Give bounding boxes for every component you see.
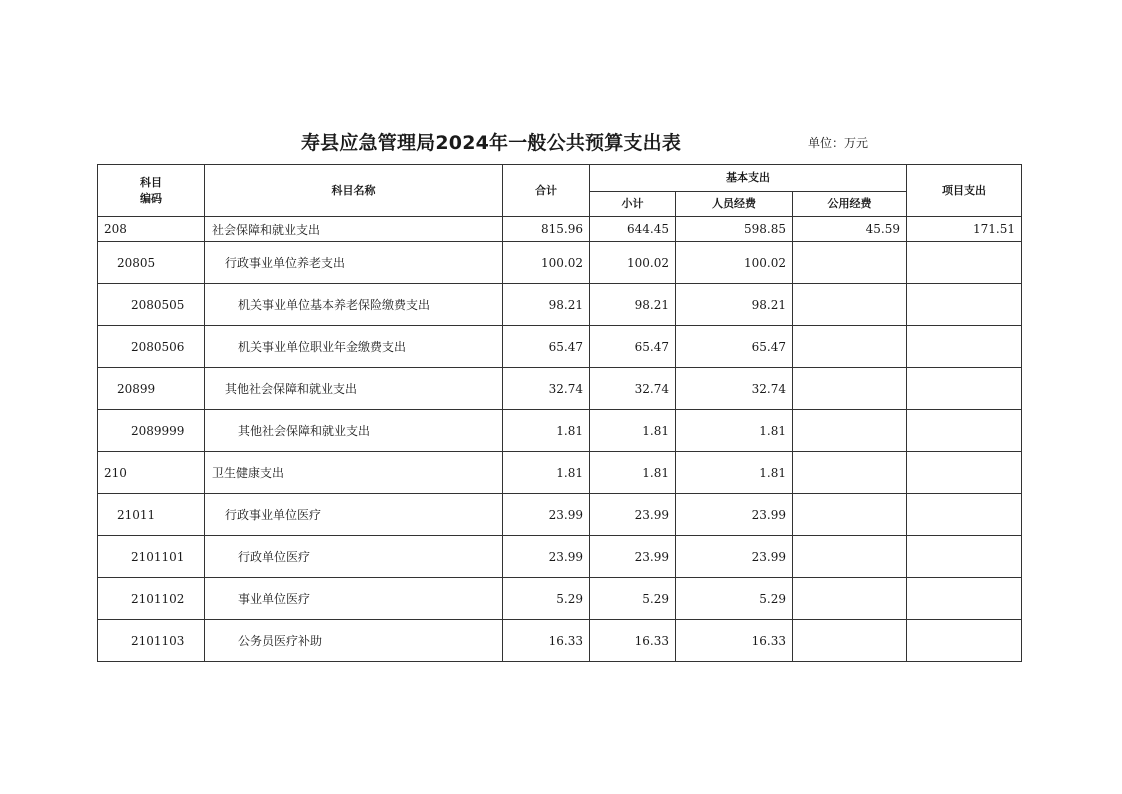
table-row — [98, 368, 1022, 410]
row-personnel: 32.74 — [676, 368, 793, 410]
row-code: 2101102 — [98, 578, 205, 620]
row-total: 32.74 — [503, 368, 590, 410]
header-public: 公用经费 — [793, 192, 907, 217]
budget-table — [97, 164, 1022, 662]
row-personnel: 598.85 — [676, 217, 793, 242]
row-subtotal: 644.45 — [590, 217, 676, 242]
row-total: 23.99 — [503, 494, 590, 536]
row-public — [793, 620, 907, 662]
row-total: 100.02 — [503, 242, 590, 284]
row-code: 20899 — [98, 368, 205, 410]
page-title: 寿县应急管理局2024年一般公共预算支出表 — [300, 132, 682, 154]
row-subtotal: 98.21 — [590, 284, 676, 326]
header-code — [98, 165, 205, 217]
row-total: 23.99 — [503, 536, 590, 578]
row-project — [907, 494, 1022, 536]
header-code-line2: 编码 — [140, 191, 162, 205]
row-personnel: 1.81 — [676, 452, 793, 494]
row-total: 1.81 — [503, 410, 590, 452]
row-project — [907, 620, 1022, 662]
row-code: 210 — [98, 452, 205, 494]
row-total: 815.96 — [503, 217, 590, 242]
table-row — [98, 452, 1022, 494]
row-personnel: 65.47 — [676, 326, 793, 368]
row-public — [793, 242, 907, 284]
row-public — [793, 452, 907, 494]
row-project — [907, 284, 1022, 326]
row-public — [793, 494, 907, 536]
header-name: 科目名称 — [205, 165, 503, 217]
row-subtotal: 23.99 — [590, 536, 676, 578]
row-personnel: 100.02 — [676, 242, 793, 284]
header-subtotal: 小计 — [590, 192, 676, 217]
header-basic: 基本支出 — [590, 165, 907, 192]
row-name: 机关事业单位职业年金缴费支出 — [205, 326, 503, 368]
row-subtotal: 32.74 — [590, 368, 676, 410]
unit-label: 单位：万元 — [808, 136, 869, 150]
row-public — [793, 410, 907, 452]
row-personnel: 23.99 — [676, 536, 793, 578]
row-project — [907, 242, 1022, 284]
table-row — [98, 620, 1022, 662]
row-subtotal: 1.81 — [590, 410, 676, 452]
row-name: 行政事业单位养老支出 — [205, 242, 503, 284]
row-public — [793, 326, 907, 368]
row-subtotal: 65.47 — [590, 326, 676, 368]
table-row — [98, 217, 1022, 242]
row-public — [793, 368, 907, 410]
row-code: 21011 — [98, 494, 205, 536]
row-project — [907, 326, 1022, 368]
row-code: 2089999 — [98, 410, 205, 452]
row-total: 98.21 — [503, 284, 590, 326]
row-personnel: 1.81 — [676, 410, 793, 452]
row-project — [907, 452, 1022, 494]
header-project: 项目支出 — [907, 165, 1022, 217]
table-row — [98, 242, 1022, 284]
row-total: 5.29 — [503, 578, 590, 620]
header-total: 合计 — [503, 165, 590, 217]
row-project — [907, 410, 1022, 452]
row-code: 2080505 — [98, 284, 205, 326]
row-name: 机关事业单位基本养老保险缴费支出 — [205, 284, 503, 326]
row-subtotal: 100.02 — [590, 242, 676, 284]
row-subtotal: 16.33 — [590, 620, 676, 662]
table-row — [98, 536, 1022, 578]
table-row — [98, 326, 1022, 368]
row-subtotal: 1.81 — [590, 452, 676, 494]
table-row — [98, 494, 1022, 536]
row-code: 2101101 — [98, 536, 205, 578]
row-code: 2101103 — [98, 620, 205, 662]
row-code: 20805 — [98, 242, 205, 284]
row-public — [793, 536, 907, 578]
row-code: 2080506 — [98, 326, 205, 368]
row-subtotal: 23.99 — [590, 494, 676, 536]
row-name: 事业单位医疗 — [205, 578, 503, 620]
row-name: 社会保障和就业支出 — [205, 217, 503, 242]
row-name: 公务员医疗补助 — [205, 620, 503, 662]
row-total: 1.81 — [503, 452, 590, 494]
row-personnel: 5.29 — [676, 578, 793, 620]
row-subtotal: 5.29 — [590, 578, 676, 620]
row-name: 其他社会保障和就业支出 — [205, 368, 503, 410]
header-code-line1: 科目 — [140, 175, 162, 189]
row-name: 行政事业单位医疗 — [205, 494, 503, 536]
row-public: 45.59 — [793, 217, 907, 242]
row-code: 208 — [98, 217, 205, 242]
table-row — [98, 578, 1022, 620]
row-name: 其他社会保障和就业支出 — [205, 410, 503, 452]
table-row — [98, 410, 1022, 452]
row-project: 171.51 — [907, 217, 1022, 242]
row-total: 65.47 — [503, 326, 590, 368]
row-total: 16.33 — [503, 620, 590, 662]
row-project — [907, 368, 1022, 410]
header-personnel: 人员经费 — [676, 192, 793, 217]
row-name: 卫生健康支出 — [205, 452, 503, 494]
row-personnel: 23.99 — [676, 494, 793, 536]
row-personnel: 98.21 — [676, 284, 793, 326]
table-row — [98, 284, 1022, 326]
row-personnel: 16.33 — [676, 620, 793, 662]
row-project — [907, 578, 1022, 620]
row-public — [793, 578, 907, 620]
row-name: 行政单位医疗 — [205, 536, 503, 578]
row-public — [793, 284, 907, 326]
row-project — [907, 536, 1022, 578]
